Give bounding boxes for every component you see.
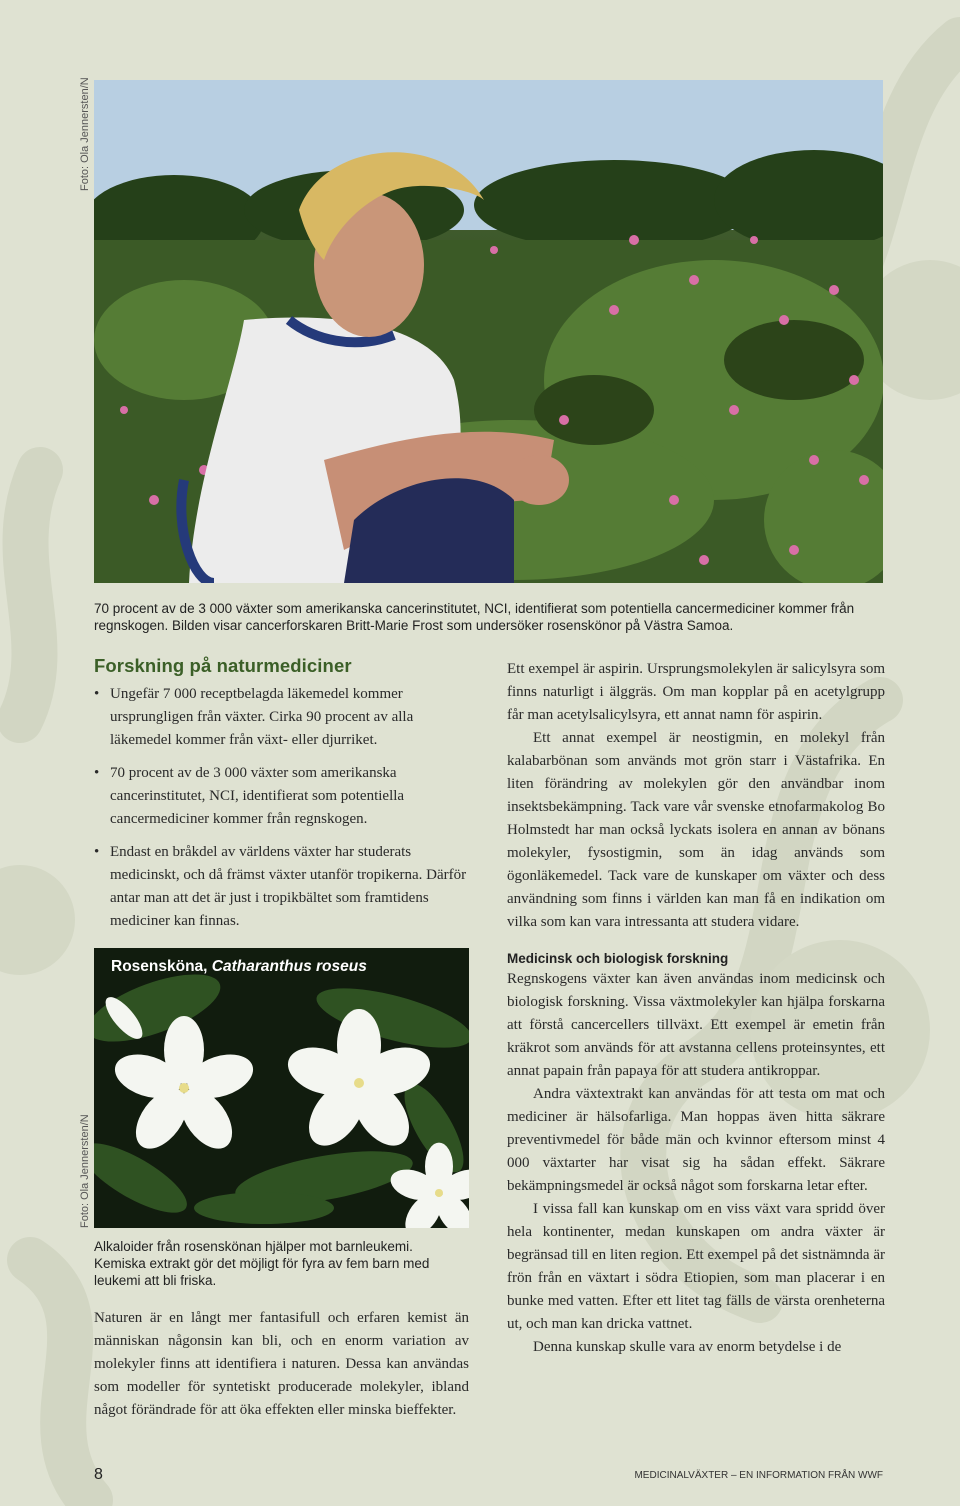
photo-credit-bottom: Foto: Ola Jennersten/N	[79, 1114, 91, 1228]
body-paragraph: Ett exempel är aspirin. Ursprungsmolekylen är salicylsyra som finns naturligt i älggräs. Om man kopplar på en acetylgrupp får man acetylsalicylsyra, ett annat namn för aspirin.	[507, 661, 885, 723]
body-paragraph: Ett annat exempel är neostigmin, en molekyl från kalabarbönan som används mot grön starr i Västafrika. En liten förändring av molekylen gör den användbar inom insektsbekämpning. Tack vare vår svenske etnofarmakolog Bo Holmstedt har man också lyckats isolera en annan av bönans molekyler, fysostigmin, som än idag används som ögonläkemedel. Tack vare de kunskaper om växter och dess användning som finns i världen kan man få en indikation om vilka som kan vara intressanta att studera vidare.	[507, 730, 885, 930]
flower-photo-caption: Alkaloider från rosenskönan hjälper mot barnleukemi. Kemiska extrakt gör det möjligt för fyra av fem barn med leukemi att bli friska.	[94, 1239, 430, 1288]
left-body-paragraph: Naturen är en långt mer fantasifull och erfaren kemist än människan någonsin kan bli, och en enorm variation av molekyler finns att identifiera i naturen. Dessa kan användas som modeller för syntetiskt producerade molekyler, ibland något förändrade för att öka effekten eller minska bieffekter.	[94, 1310, 469, 1418]
body-paragraph: Denna kunskap skulle vara av enorm betydelse i de	[533, 1339, 842, 1355]
flower-label-common: Rosensköna,	[111, 958, 212, 975]
photo-credit-top: Foto: Ola Jennersten/N	[79, 77, 91, 191]
main-photo-caption: 70 procent av de 3 000 växter som amerikanska cancerinstitutet, NCI, identifierat som potentiella cancermediciner kommer från regnskogen. Bilden visar cancerforskaren Britt-Marie Frost som undersöker rosenskönor på Västra Samoa.	[94, 601, 855, 633]
section-title: Forskning på naturmediciner	[94, 655, 352, 676]
left-column	[94, 655, 474, 943]
bullet-mark: •	[94, 765, 100, 781]
publication-footer: MEDICINALVÄXTER – EN INFORMATION FRÅN WWF	[634, 1470, 883, 1481]
bullet-item	[94, 841, 474, 933]
fact-bullet-list	[94, 683, 474, 933]
right-column	[507, 658, 885, 1359]
flower-photo-label	[111, 958, 367, 976]
body-paragraph: I vissa fall kan kunskap om en viss växt vara spridd över hela kontinenter, medan kunskapen om andra växter är begränsad till en liten region. Ett exempel på det sistnämnda är frön från en växtart i södra Etiopien, som man placerar i en bunke med vatten. Efter ett litet tag fälls de värsta orenheterna ut, och man kan dricka vattnet.	[507, 1201, 885, 1332]
bullet-text: Endast en bråkdel av världens växter har studerats medicinskt, och då främst växter utanför tropikerna. Därför antar man att det är just i tropikbältet som framtidens mediciner kan finnas.	[110, 844, 467, 929]
bullet-mark: •	[94, 844, 100, 860]
flower-photo-catharanthus	[94, 948, 469, 1228]
bullet-item	[94, 762, 474, 831]
body-paragraph: Regnskogens växter kan även användas inom medicinsk och biologisk forskning. Vissa växtmolekyler kan hjälpa forskarna att förstå cancercellers tillväxt. Ett exempel är emetin från kräkrot som används för att avstanna cellens proteinsyntes, ett annat papain från papaya för att studera antikroppar.	[507, 971, 885, 1079]
subsection-heading: Medicinsk och biologisk forskning	[507, 951, 729, 966]
body-paragraph: Andra växtextrakt kan användas för att testa om mat och mediciner är hälsofarliga. Man hoppas även hitta säkrare preventivmedel för både män och kvinnor eftersom minst 4 000 växtarter har visat sig ha sådan effekt. Säkrare bekämpningsmedel är också något som forskarna letar efter.	[507, 1086, 885, 1194]
flower-label-latin: Catharanthus roseus	[211, 958, 367, 975]
bullet-mark: •	[94, 686, 100, 702]
bullet-item	[94, 683, 474, 752]
main-photo-researcher-in-field	[94, 80, 883, 583]
page-number: 8	[94, 1466, 103, 1483]
bullet-text: 70 procent av de 3 000 växter som amerikanska cancerinstitutet, NCI, identifierat som potentiella cancermediciner kommer från regnskogen.	[110, 765, 405, 827]
bullet-text: Ungefär 7 000 receptbelagda läkemedel kommer ursprungligen från växter. Cirka 90 procent av alla läkemedel kommer från växt- eller djurriket.	[110, 686, 414, 748]
